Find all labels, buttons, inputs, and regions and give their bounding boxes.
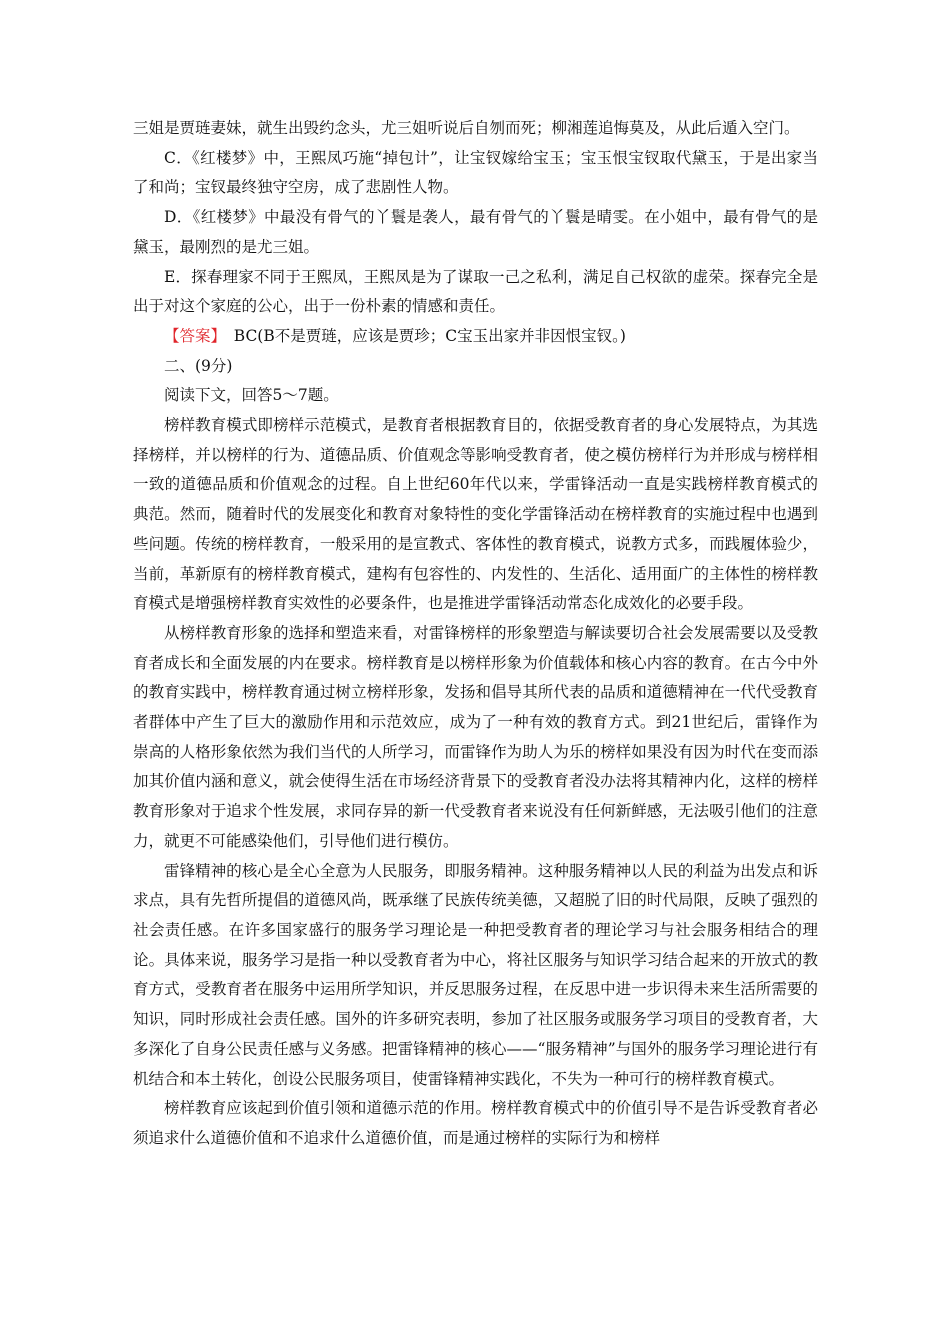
paragraph-continuation: 三姐是贾琏妻妹，就生出毁约念头，尤三姐听说后自刎而死；柳湘莲追悔莫及，从此后遁入空门。 <box>133 119 800 137</box>
passage-paragraph-1: 榜样教育模式即榜样示范模式，是教育者根据教育目的，依据受教育者的身心发展特点，为其选择榜样，并以榜样的行为、道德品质、价值观念等影响受教育者，使之模仿榜样行为并形成与榜样相一致的道德品质和价值观念的过程。自上世纪60年代以来，学雷锋活动一直是实践榜样教育模式的典范。然而，随着时代的发展变化和教育对象特性的变化学雷锋活动在榜样教育的实施过程中也遇到些问题。传统的榜样教育，一般采用的是宣教式、客体性的教育模式，说教方式多，而践履体验少，当前，革新原有的榜样教育模式，建构有包容性的、内发性的、生活化、适用面广的主体性的榜样教育模式是增强榜样教育实效性的必要条件，也是推进学雷锋活动常态化成效化的必要手段。 <box>133 416 818 613</box>
option-c: C．《红楼梦》中，王熙凤巧施“掉包计”，让宝钗嫁给宝玉；宝玉恨宝钗取代黛玉，于是出家当了和尚；宝钗最终独守空房，成了悲剧性人物。 <box>133 148 818 197</box>
answer-label: 【答案】 <box>164 326 219 345</box>
passage-paragraph-4: 榜样教育应该起到价值引领和道德示范的作用。榜样教育模式中的价值引导不是告诉受教育者必须追求什么道德价值和不追求什么道德价值，而是通过榜样的实际行为和榜样 <box>133 1099 818 1147</box>
option-d: D．《红楼梦》中最没有骨气的丫鬟是袭人，最有骨气的丫鬟是晴雯。在小姐中，最有骨气的是黛玉，最刚烈的是尤三姐。 <box>133 208 818 256</box>
option-e: E．探春理家不同于王熙凤，王熙凤是为了谋取一己之私利，满足自己权欲的虚荣。探春完全是出于对这个家庭的公心，出于一份朴素的情感和责任。 <box>133 267 818 316</box>
document-body <box>133 114 818 1154</box>
answer-text: BC(B不是贾琏，应该是贾珍；C宝玉出家并非因恨宝钗。) <box>218 326 626 345</box>
passage-paragraph-3: 雷锋精神的核心是全心全意为人民服务，即服务精神。这种服务精神以人民的利益为出发点和诉求点，具有先哲所提倡的道德风尚，既承继了民族传统美德，又超脱了旧的时代局限，反映了强烈的社会责任感。在许多国家盛行的服务学习理论是一种把受教育者的理论学习与社会服务相结合的理论。具体来说，服务学习是指一种以受教育者为中心，将社区服务与知识学习结合起来的开放式的教育方式，受教育者在服务中运用所学知识，并反思服务过程，在反思中进一步识得未来生活所需要的知识，同时形成社会责任感。国外的许多研究表明，参加了社区服务或服务学习项目的受教育者，大多深化了自身公民责任感与义务感。把雷锋精神的核心——“服务精神”与国外的服务学习理论进行有机结合和本土转化，创设公民服务项目，使雷锋精神实践化，不失为一种可行的榜样教育模式。 <box>133 861 818 1088</box>
passage-paragraph-2: 从榜样教育形象的选择和塑造来看，对雷锋榜样的形象塑造与解读要切合社会发展需要以及受教育者成长和全面发展的内在要求。榜样教育是以榜样形象为价值载体和核心内容的教育。在古今中外的教育实践中，榜样教育通过树立榜样形象，发扬和倡导其所代表的品质和道德精神在一代代受教育者群体中产生了巨大的激励作用和示范效应，成为了一种有效的教育方式。到21世纪后，雷锋作为崇高的人格形象依然为我们当代的人所学习，而雷锋作为助人为乐的榜样如果没有因为时代在变而添加其价值内涵和意义，就会使得生活在市场经济背景下的受教育者没办法将其精神内化，这样的榜样教育形象对于追求个性发展，求同存异的新一代受教育者来说没有任何新鲜感，无法吸引他们的注意力，就更不可能感染他们，引导他们进行模仿。 <box>133 623 818 850</box>
section-heading: 二、(9分) <box>164 356 233 375</box>
answer-line <box>133 322 818 352</box>
reading-instruction: 阅读下文，回答5～7题。 <box>164 386 339 405</box>
